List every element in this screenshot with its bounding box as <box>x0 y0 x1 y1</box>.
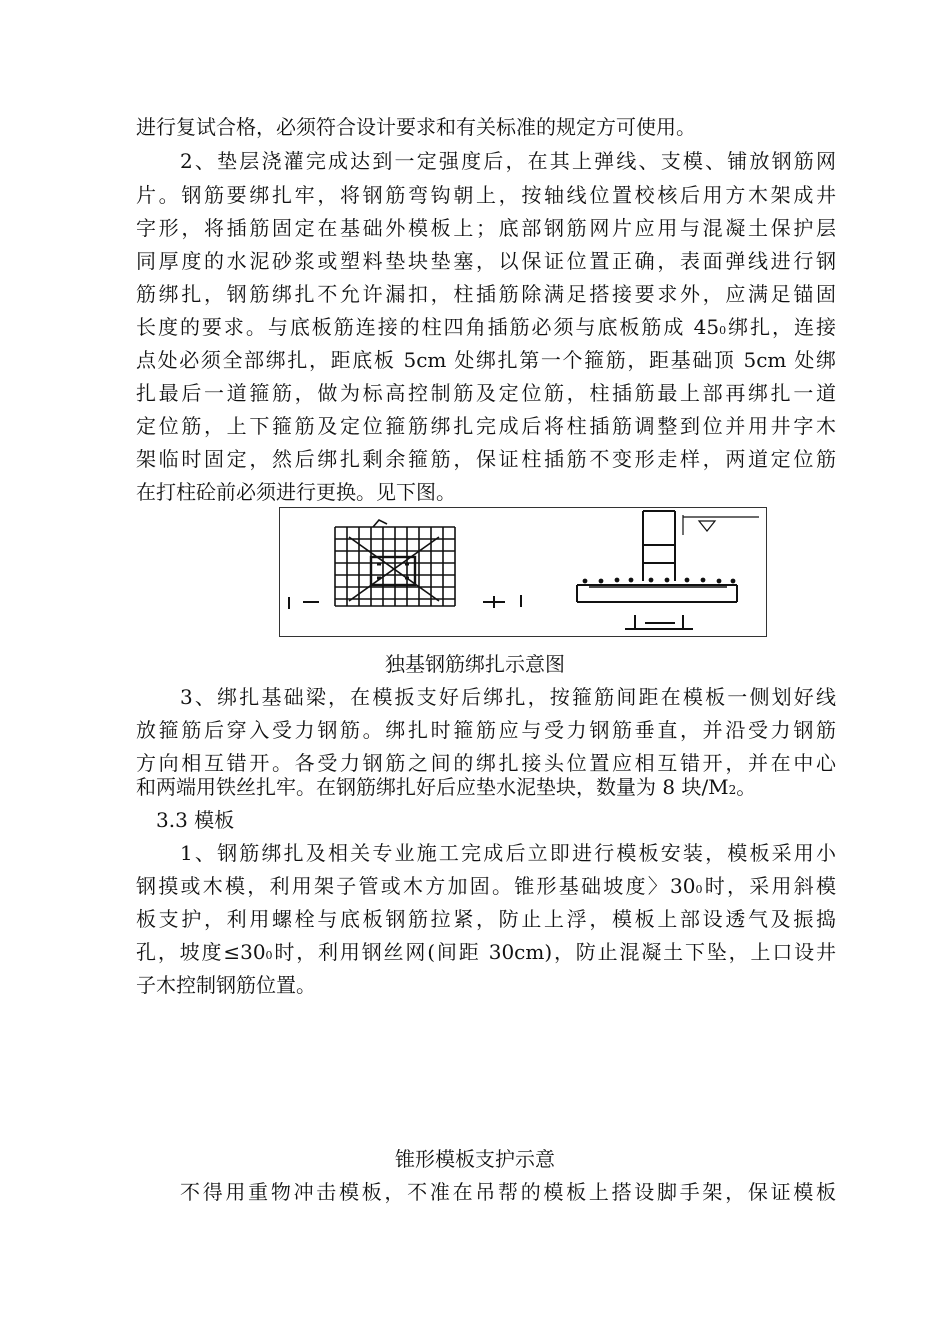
para-4-line-5: 子木控制钢筋位置。 <box>136 973 316 997</box>
para-2-line-6-head: 长度的要求。与底板筋连接的柱四角插筋必须与底板筋成 45 <box>136 315 720 339</box>
para-2-line-7: 点处必须全部绑扎，距底板 5cm 处绑扎第一个箍筋，距基础顶 5cm 处绑 <box>136 348 836 372</box>
para-4-line-4-head: 孔，坡度≤30 <box>136 940 266 964</box>
figure-1-caption: 独基钢筋绑扎示意图 <box>385 652 565 676</box>
para-2-line-2: 片。钢筋要绑扎牢，将钢筋弯钩朝上，按轴线位置校核后用方木架成井 <box>136 183 836 207</box>
para-3-line-2: 放箍筋后穿入受力钢筋。绑扎时箍筋应与受力钢筋垂直，并沿受力钢筋 <box>136 718 836 742</box>
degree-subscript: 0 <box>265 949 273 962</box>
degree-subscript: 0 <box>719 324 727 337</box>
para-4-line-3: 板支护，利用螺栓与底板钢筋拉紧，防止上浮，模板上部设透气及振捣 <box>136 907 836 931</box>
foundation-section <box>577 511 759 629</box>
degree-subscript: 0 <box>695 883 703 896</box>
para-2-line-9: 定位筋，上下箍筋及定位箍筋绑扎完成后将柱插筋调整到位并用井字木 <box>136 414 836 438</box>
figure-2-caption: 锥形模板支护示意 <box>395 1147 555 1171</box>
para-4-line-1: 1、钢筋绑扎及相关专业施工完成后立即进行模板安装，模板采用小 <box>180 841 836 865</box>
para-4-line-2-head: 钢摸或木模，利用架子管或木方加固。锥形基础坡度〉30 <box>136 874 696 898</box>
para-3-line-4 <box>136 774 836 803</box>
para-2-line-6 <box>136 314 836 344</box>
para-2-line-1: 2、垫层浇灌完成达到一定强度后，在其上弹线、支模、铺放钢筋网 <box>180 149 836 173</box>
para-4-line-4 <box>136 939 836 969</box>
para-2-line-11: 在打柱砼前必须进行更换。见下图。 <box>136 480 456 504</box>
para-4-line-4-tail: 时，利用钢丝网(间距 30cm)，防止混凝土下坠，上口设井 <box>272 940 836 964</box>
para-3-line-1: 3、绑扎基础梁，在模扳支好后绑扎，按箍筋间距在模板一侧划好线 <box>180 685 836 709</box>
para-2-line-5: 筋绑扎，钢筋绑扎不允许漏扣，柱插筋除满足搭接要求外，应满足锚固 <box>136 282 836 306</box>
para-5-line-1: 不得用重物冲击模板，不准在吊帮的模板上搭设脚手架，保证模板 <box>180 1180 836 1204</box>
rebar-grid-plan <box>289 520 521 609</box>
para-2-line-6-tail: 绑扎，连接 <box>726 315 836 339</box>
para-3-line-4-tail: 。 <box>736 775 757 799</box>
para-3-line-4-head: 和两端用铁丝扎牢。在钢筋绑扎好后应垫水泥垫块，数量为 8 块/M <box>136 775 729 799</box>
para-2-line-4: 同厚度的水泥砂浆或塑料垫块垫塞，以保证位置正确，表面弹线进行钢 <box>136 249 836 273</box>
rebar-dots <box>583 578 736 584</box>
para-4-line-2-tail: 时，采用斜模 <box>702 874 837 898</box>
para-2-line-10: 架临时固定，然后绑扎剩余箍筋，保证柱插筋不变形走样，两道定位筋 <box>136 447 836 471</box>
para-intro-line-1: 进行复试合格，必须符合设计要求和有关标准的规定方可使用。 <box>136 115 696 139</box>
para-4-line-2 <box>136 873 836 903</box>
para-2-line-8: 扎最后一道箍筋，做为标高控制筋及定位筋，柱插筋最上部再绑扎一道 <box>136 381 836 405</box>
unit-subscript: 2 <box>728 783 737 797</box>
foundation-rebar-figure <box>279 507 767 637</box>
para-2-line-3: 字形，将插筋固定在基础外模板上；底部钢筋网片应用与混凝土保护层 <box>136 216 836 240</box>
section-3-3-heading: 3.3 模板 <box>156 808 235 832</box>
para-3-line-3: 方向相互错开。各受力钢筋之间的绑扎接头位置应相互错开，并在中心 <box>136 751 836 775</box>
